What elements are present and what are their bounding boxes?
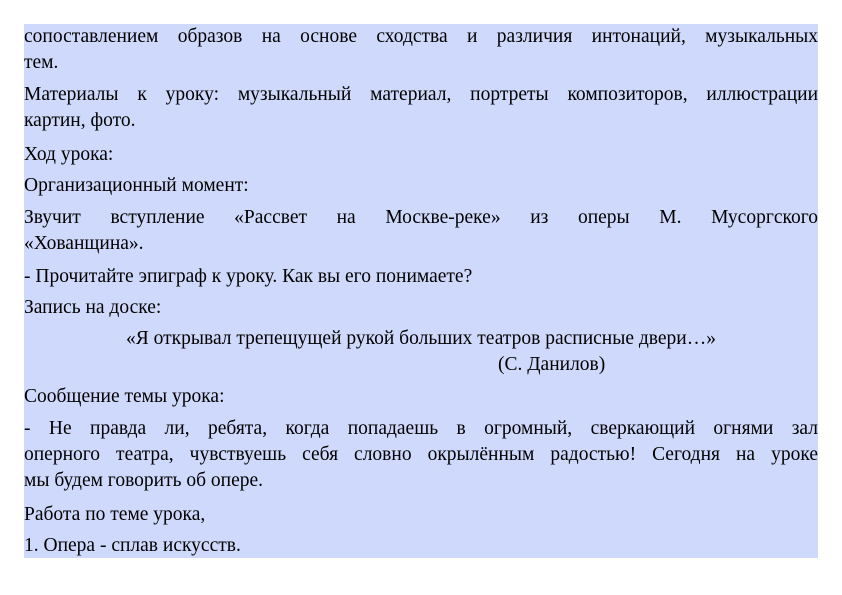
text-line: тем.: [24, 52, 59, 73]
text-line: Работа по теме урока,: [24, 504, 206, 525]
paragraph-work-on-topic: [24, 502, 818, 528]
paragraph-organizational-moment: [24, 173, 818, 199]
paragraph-lesson-method: [24, 24, 818, 76]
text-line: Материалы к уроку: музыкальный материал, портреты композиторов, иллюстрации: [24, 84, 818, 105]
text-line: оперного театра, чувствуешь себя словно окрылённым радостью! Сегодня на уроке: [24, 444, 818, 465]
text-line: картин, фото.: [24, 110, 136, 131]
text-line: Ход урока:: [24, 144, 114, 165]
text-line: сопоставлением образов на основе сходства и различия интонаций, музыкальных: [24, 26, 818, 47]
paragraph-teacher-speech: [24, 416, 818, 494]
paragraph-epigraph-question: [24, 264, 818, 290]
text-line: - Не правда ли, ребята, когда попадаешь в огромный, сверкающий огнями зал: [24, 418, 818, 439]
text-line: «Хованщина».: [24, 233, 144, 254]
quote-line: «Я открывал трепещущей рукой больших театров расписные двери…»: [126, 328, 716, 349]
text-line: Звучит вступление «Рассвет на Москве-реке» из оперы М. Мусоргского: [24, 207, 818, 228]
paragraph-opera-heading: [24, 533, 818, 559]
text-line: - Прочитайте эпиграф к уроку. Как вы его понимаете?: [24, 266, 473, 287]
paragraph-topic-announcement: [24, 384, 818, 410]
text-line: 1. Опера - сплав искусств.: [24, 535, 241, 556]
text-line: Сообщение темы урока:: [24, 386, 225, 407]
text-line: мы будем говорить об опере.: [24, 470, 264, 491]
text-line: Организационный момент:: [24, 175, 249, 196]
highlighted-text-block: [24, 24, 818, 558]
author-text: (С. Данилов): [498, 354, 606, 375]
paragraph-intro-music: [24, 205, 818, 257]
paragraph-materials: [24, 82, 818, 134]
text-line: Запись на доске:: [24, 297, 162, 318]
paragraph-board-note: [24, 295, 818, 321]
epigraph-quote: [24, 326, 818, 352]
paragraph-lesson-course: [24, 142, 818, 168]
